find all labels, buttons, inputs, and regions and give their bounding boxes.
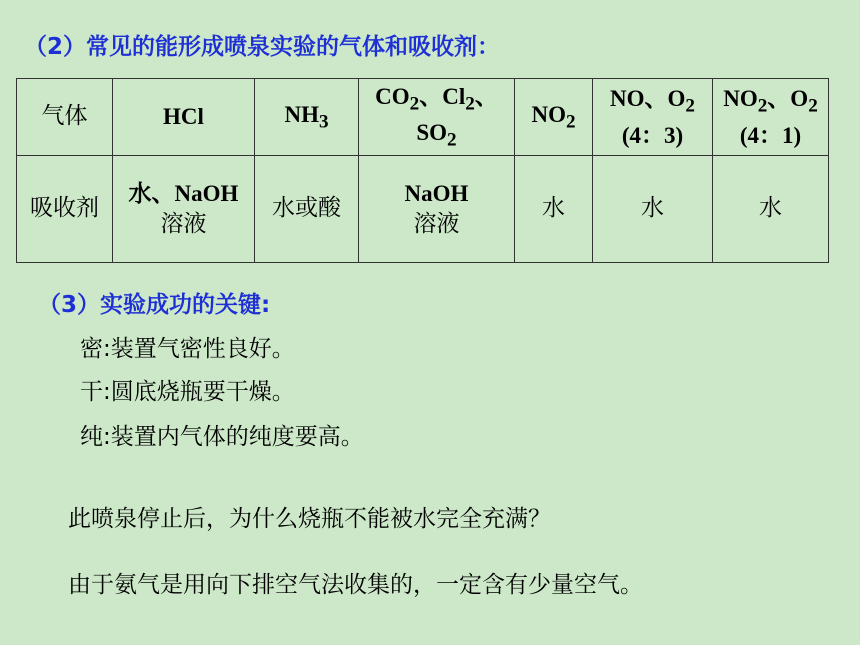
cell-absorbent-no2: 水 — [515, 156, 593, 263]
cell-hcl: HCl — [113, 79, 255, 156]
table-row-absorbent — [17, 156, 829, 263]
cell-no2: $NO_2$ — [515, 79, 593, 156]
section-heading-3: （3）实验成功的关键: — [38, 292, 271, 318]
cell-no2-o2: $NO_2$、$O_2$ (4：1) — [713, 79, 829, 156]
cell-gas-label: 气体 — [17, 79, 113, 156]
cell-absorbent-co2: NaOH 溶液 — [359, 156, 515, 263]
key-point-dry: 干:圆底烧瓶要干燥。 — [80, 379, 295, 405]
cell-no-o2: NO、$O_2$ (4：3) — [593, 79, 713, 156]
key-point-pure: 纯:装置内气体的纯度要高。 — [80, 424, 364, 450]
cell-nh3: $NH_3$ — [255, 79, 359, 156]
key-point-sealed: 密:装置气密性良好。 — [80, 336, 295, 362]
table-row-gas — [17, 79, 829, 156]
cell-absorbent-no-o2: 水 — [593, 156, 713, 263]
cell-absorbent-label: 吸收剂 — [17, 156, 113, 263]
cell-absorbent-nh3: 水或酸 — [255, 156, 359, 263]
gas-absorbent-table — [16, 78, 829, 263]
section-heading-2: （2）常见的能形成喷泉实验的气体和吸收剂： — [24, 34, 501, 60]
cell-co2-cl2-so2: $CO_2$、$Cl_2$、 $SO_2$ — [359, 79, 515, 156]
cell-absorbent-no2-o2: 水 — [713, 156, 829, 263]
answer-text: 由于氨气是用向下排空气法收集的，一定含有少量空气。 — [68, 572, 643, 598]
question-text: 此喷泉停止后，为什么烧瓶不能被水完全充满？ — [68, 506, 551, 532]
cell-absorbent-hcl: 水、NaOH 溶液 — [113, 156, 255, 263]
